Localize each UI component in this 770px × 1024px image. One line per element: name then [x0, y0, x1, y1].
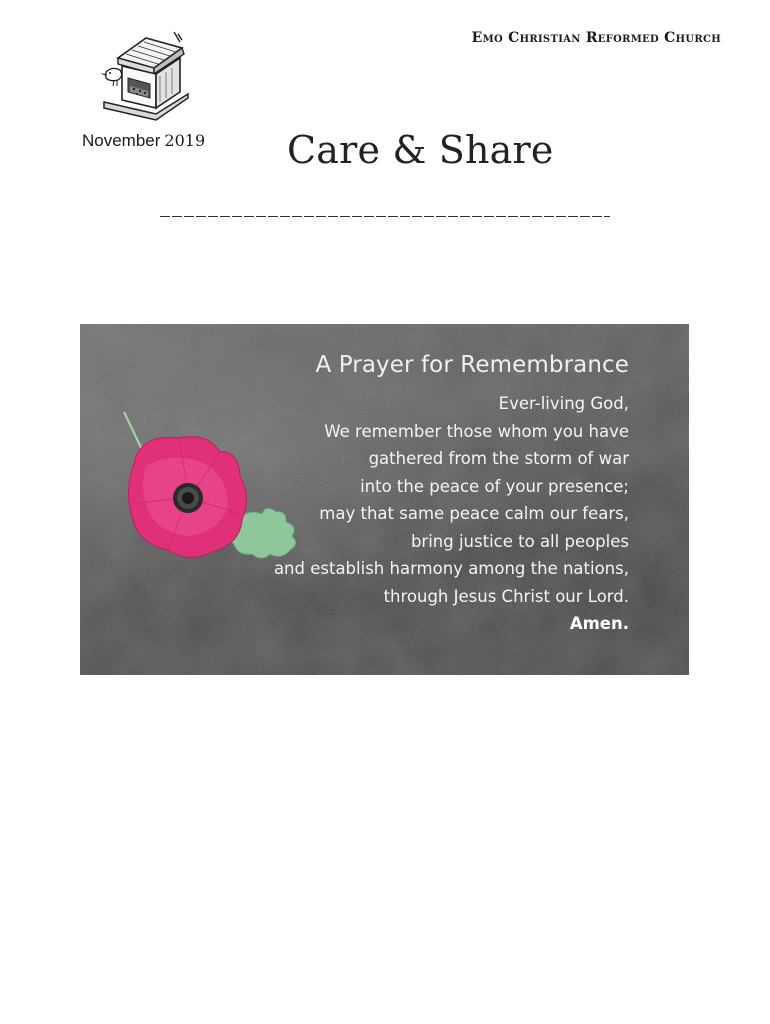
prayer-line: Ever-living God, [498, 394, 629, 413]
title-divider [160, 216, 610, 217]
prayer-line: gathered from the storm of war [368, 449, 629, 468]
newsletter-title: Care & Share [287, 128, 554, 172]
prayer-line: and establish harmony among the nations, [273, 559, 629, 578]
prayer-card-image [80, 324, 689, 675]
prayer-line: through Jesus Christ our Lord. [383, 586, 629, 606]
issue-year: 2019 [164, 131, 206, 150]
prayer-line: bring justice to all peoples [410, 531, 629, 551]
prayer-heading: A Prayer for Remembrance [315, 352, 629, 378]
prayer-line: into the peace of your presence; [360, 476, 629, 496]
prayer-closing: Amen. [569, 614, 629, 633]
issue-month: November [82, 131, 161, 150]
prayer-line: may that same peace calm our fears, [319, 504, 629, 523]
issue-date [82, 131, 205, 151]
prayer-line: We remember those whom you have [324, 421, 629, 441]
church-name: Emo Christian Reformed Church [471, 30, 721, 46]
birdhouse-logo-icon [96, 28, 196, 124]
prayer-text [274, 352, 629, 638]
